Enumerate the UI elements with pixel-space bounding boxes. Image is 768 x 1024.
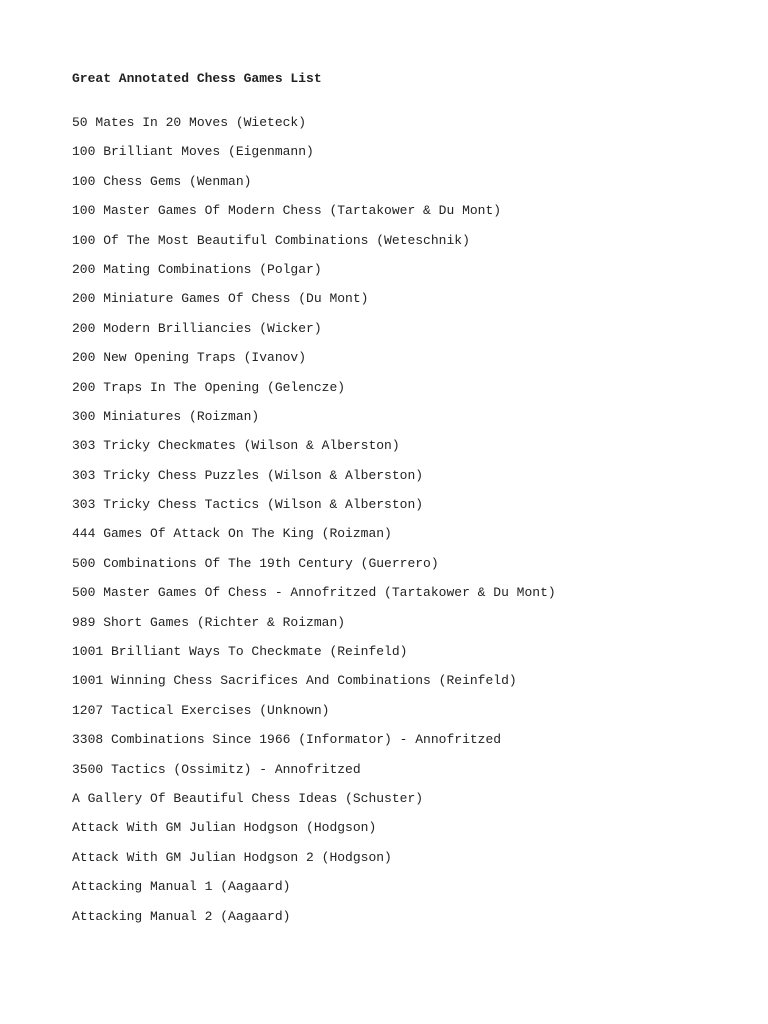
- list-item: 500 Master Games Of Chess - Annofritzed (Tartakower & Du Mont): [72, 585, 556, 601]
- list-item: 200 Modern Brilliancies (Wicker): [72, 320, 322, 336]
- list-item: 100 Chess Gems (Wenman): [72, 173, 252, 189]
- list-item: 3500 Tactics (Ossimitz) - Annofritzed: [72, 761, 361, 777]
- list-item: 3308 Combinations Since 1966 (Informator) - Annofritzed: [72, 732, 502, 748]
- list-item: 200 Mating Combinations (Polgar): [72, 261, 322, 277]
- list-item: 989 Short Games (Richter & Roizman): [72, 614, 346, 630]
- list-item: 300 Miniatures (Roizman): [72, 408, 260, 424]
- list-item: A Gallery Of Beautiful Chess Ideas (Schuster): [72, 790, 424, 806]
- list-item: 100 Of The Most Beautiful Combinations (Weteschnik): [72, 232, 470, 248]
- list-item: 444 Games Of Attack On The King (Roizman): [72, 526, 392, 542]
- list-item: Attacking Manual 1 (Aagaard): [72, 879, 291, 895]
- list-item: 100 Master Games Of Modern Chess (Tartakower & Du Mont): [72, 203, 502, 219]
- list-item: 303 Tricky Chess Tactics (Wilson & Alberston): [72, 497, 424, 513]
- list-item: Attack With GM Julian Hodgson 2 (Hodgson): [72, 849, 392, 865]
- document-page: [72, 70, 752, 937]
- list-item: 303 Tricky Chess Puzzles (Wilson & Alberston): [72, 467, 424, 483]
- list-item: Attack With GM Julian Hodgson (Hodgson): [72, 820, 377, 836]
- list-item: 1001 Brilliant Ways To Checkmate (Reinfeld): [72, 644, 408, 660]
- list-item: 1001 Winning Chess Sacrifices And Combinations (Reinfeld): [72, 673, 517, 689]
- list-item: 200 Traps In The Opening (Gelencze): [72, 379, 346, 395]
- list-item: 100 Brilliant Moves (Eigenmann): [72, 144, 314, 160]
- list-item: 500 Combinations Of The 19th Century (Guerrero): [72, 555, 439, 571]
- list-item: 200 Miniature Games Of Chess (Du Mont): [72, 291, 369, 307]
- list-item: 303 Tricky Checkmates (Wilson & Alberston): [72, 438, 400, 454]
- list-item: 50 Mates In 20 Moves (Wieteck): [72, 115, 307, 130]
- list-item: 200 New Opening Traps (Ivanov): [72, 350, 307, 366]
- list-item: 1207 Tactical Exercises (Unknown): [72, 702, 330, 718]
- game-list: [72, 114, 752, 937]
- document-title: Great Annotated Chess Games List: [72, 71, 322, 86]
- list-item: Attacking Manual 2 (Aagaard): [72, 908, 291, 924]
